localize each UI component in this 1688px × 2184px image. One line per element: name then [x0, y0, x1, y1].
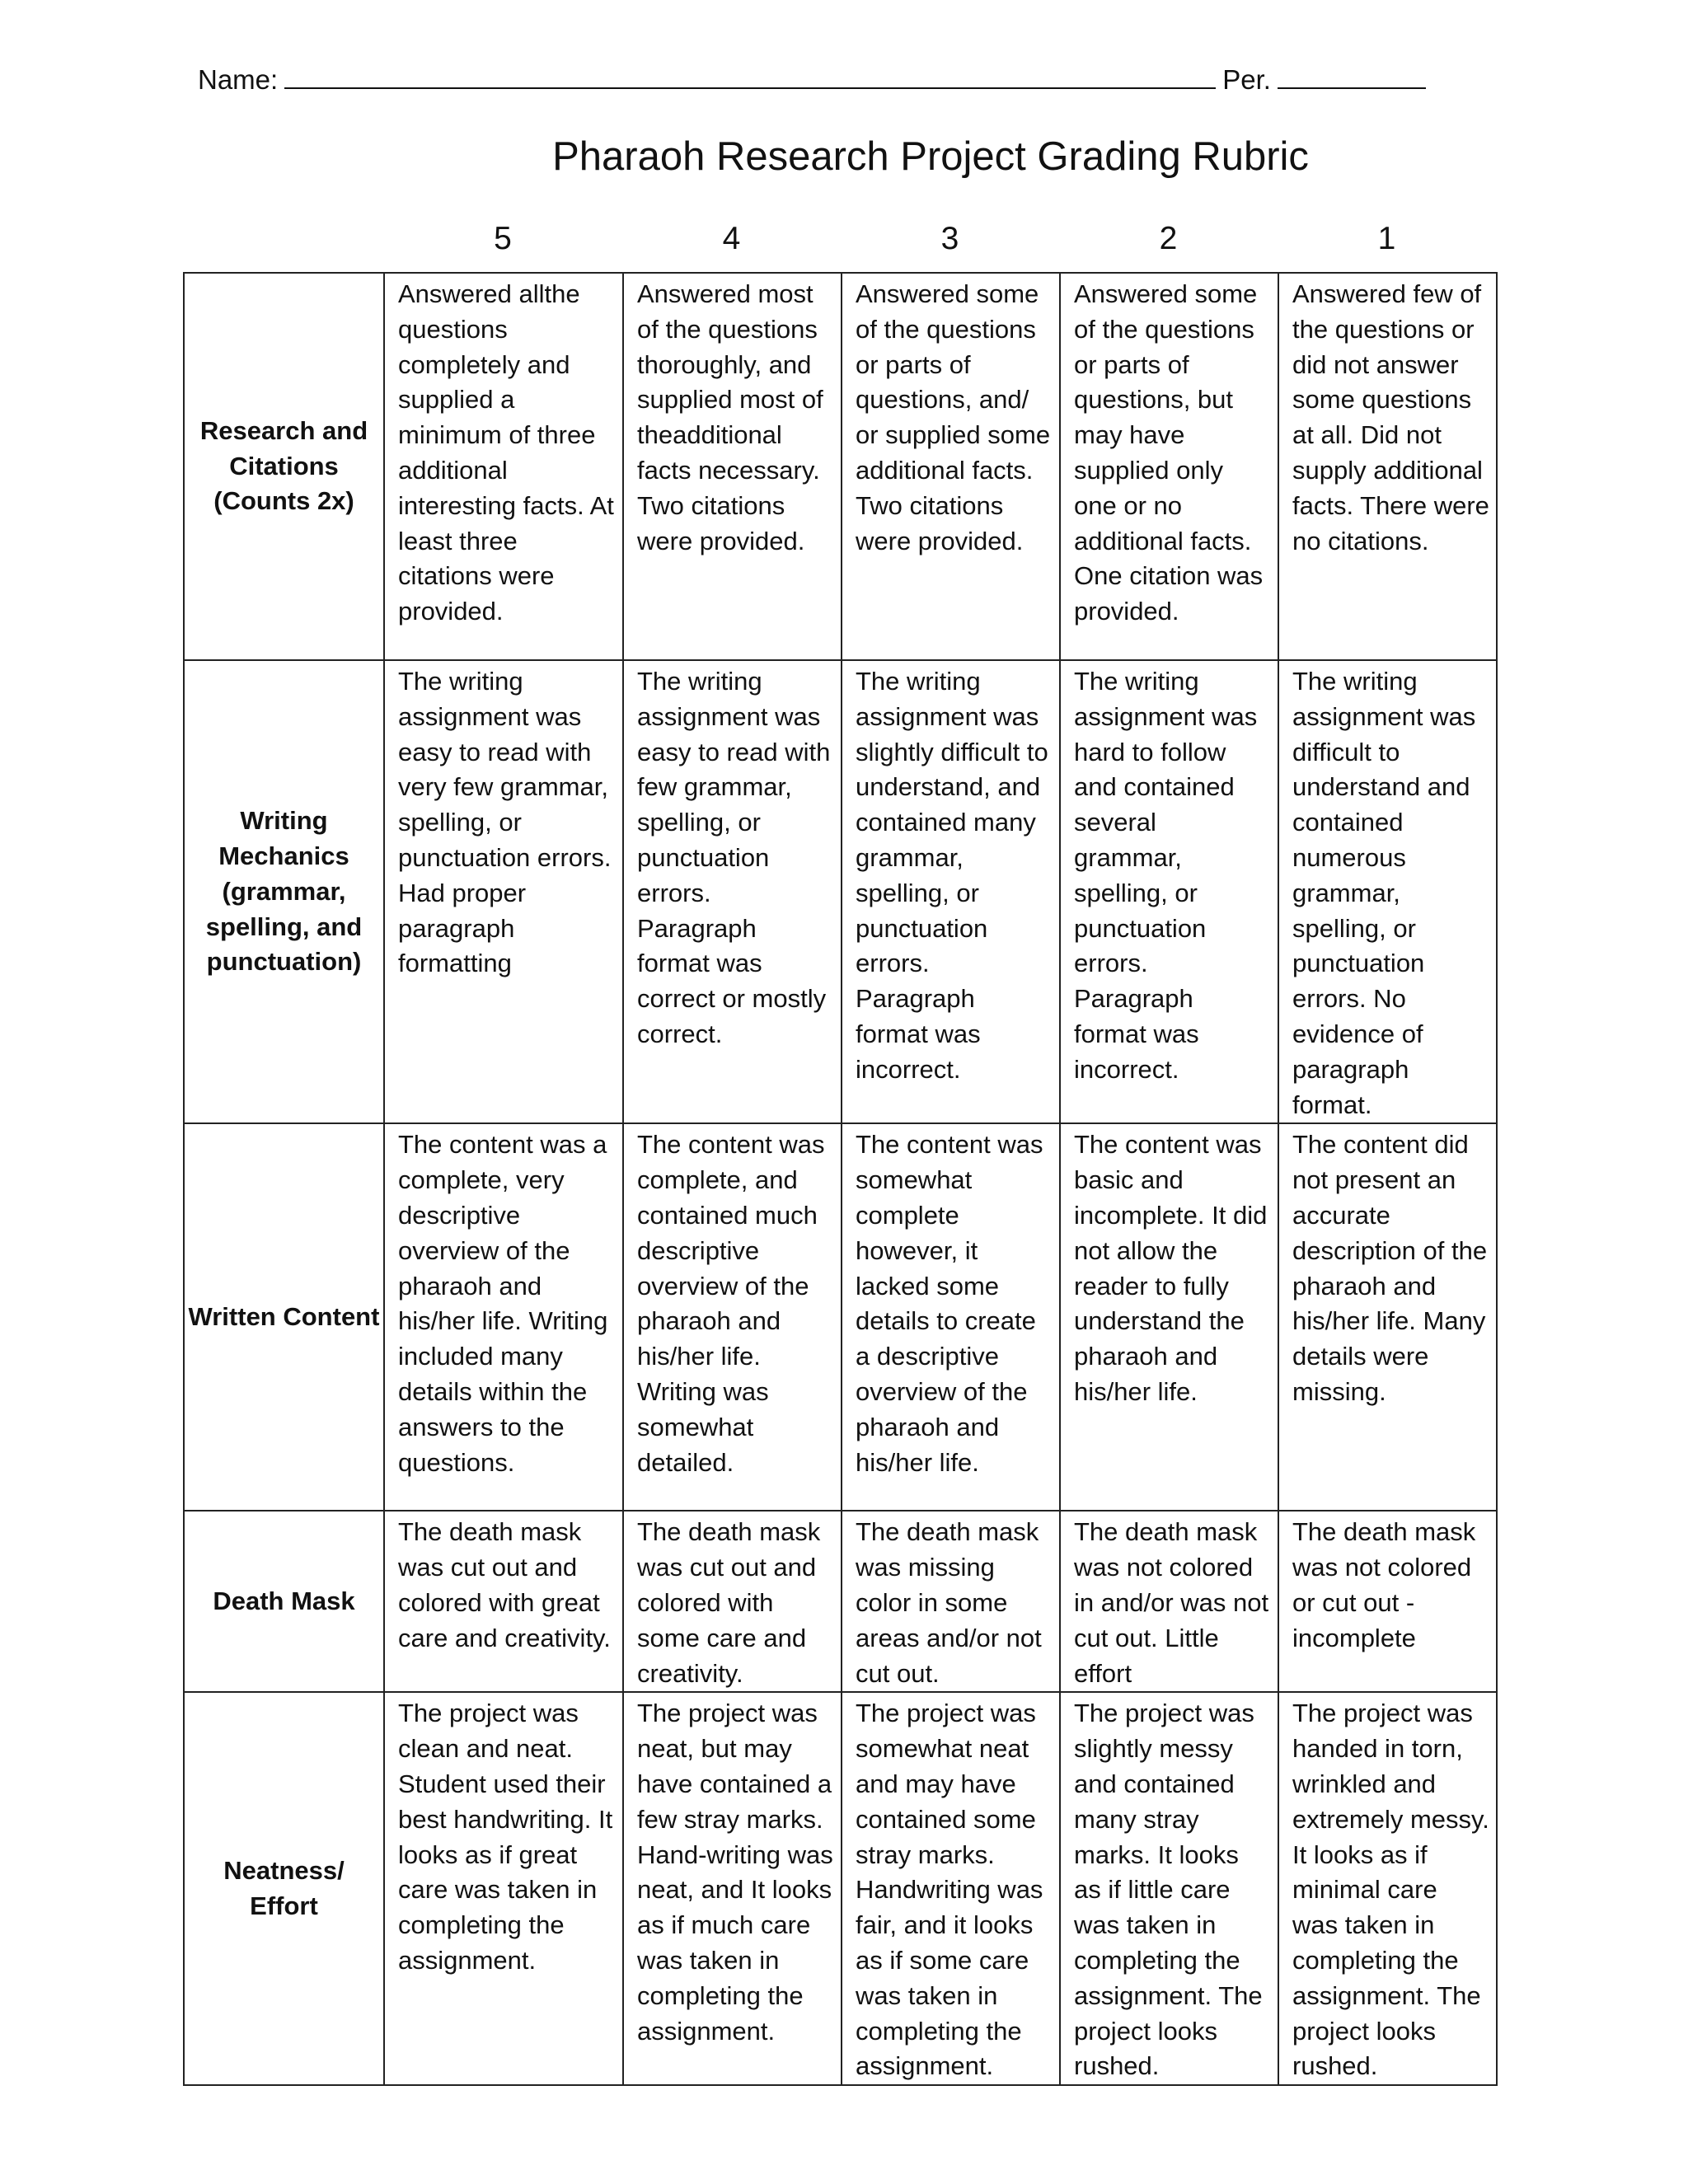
rubric-cell: Answered some of the questions or parts of questions, and/ or supplied some additional facts. Two citations were provided.: [842, 273, 1060, 660]
rubric-cell: Answered allthe questions completely and supplied a minimum of three additional interesting facts. At least three citations were provided.: [384, 273, 623, 660]
score-header-1: 1: [1377, 221, 1396, 256]
rubric-table: [183, 272, 1498, 2086]
rubric-cell: The death mask was missing color in some areas and/or not cut out.: [842, 1511, 1060, 1692]
name-period-line: [198, 58, 1434, 99]
score-header-5: 5: [494, 221, 512, 256]
period-blank-field[interactable]: [1278, 58, 1426, 89]
page-title: Pharaoh Research Project Grading Rubric: [552, 134, 1309, 179]
criterion-label: Death Mask: [184, 1511, 384, 1692]
rubric-row-research: [184, 273, 1497, 660]
rubric-cell: The writing assignment was hard to follow and contained several grammar, spelling, or punctuation errors. Paragraph format was incorrect.: [1060, 660, 1278, 1123]
score-header-3: 3: [940, 221, 959, 256]
rubric-cell: The writing assignment was easy to read with few grammar, spelling, or punctuation errors. Paragraph format was correct or mostly correct.: [623, 660, 842, 1123]
rubric-row-death-mask: [184, 1511, 1497, 1692]
rubric-cell: The content was somewhat complete however, it lacked some details to create a descriptive overview of the pharaoh and his/her life.: [842, 1123, 1060, 1511]
rubric-cell: The project was neat, but may have contained a few stray marks. Hand-writing was neat, and It looks as if much care was taken in completing the assignment.: [623, 1692, 842, 2085]
criterion-label: Research and Citations (Counts 2x): [184, 273, 384, 660]
rubric-cell: The writing assignment was easy to read with very few grammar, spelling, or punctuation errors. Had proper paragraph formatting: [384, 660, 623, 1123]
period-label: Per.: [1222, 64, 1271, 95]
rubric-cell: The content was basic and incomplete. It did not allow the reader to fully understand the pharaoh and his/her life.: [1060, 1123, 1278, 1511]
name-label: Name:: [198, 64, 279, 95]
rubric-cell: The content was a complete, very descriptive overview of the pharaoh and his/her life. Writing included many details within the answers to the questions.: [384, 1123, 623, 1511]
rubric-cell: The project was somewhat neat and may have contained some stray marks. Handwriting was fair, and it looks as if some care was taken in completing the assignment.: [842, 1692, 1060, 2085]
rubric-row-writing-mechanics: [184, 660, 1497, 1123]
rubric-cell: The death mask was cut out and colored with great care and creativity.: [384, 1511, 623, 1692]
criterion-label: Written Content: [184, 1123, 384, 1511]
rubric-cell: The death mask was not colored or cut out - incomplete: [1278, 1511, 1497, 1692]
rubric-cell: The death mask was cut out and colored with some care and creativity.: [623, 1511, 842, 1692]
rubric-cell: The content was complete, and contained much descriptive overview of the pharaoh and his/her life. Writing was somewhat detailed.: [623, 1123, 842, 1511]
rubric-cell: The writing assignment was slightly difficult to understand, and contained many grammar, spelling, or punctuation errors. Paragraph format was incorrect.: [842, 660, 1060, 1123]
score-header-2: 2: [1159, 221, 1178, 256]
rubric-cell: The content did not present an accurate description of the pharaoh and his/her life. Many details were missing.: [1278, 1123, 1497, 1511]
rubric-row-written-content: [184, 1123, 1497, 1511]
rubric-cell: Answered most of the questions thoroughly, and supplied most of theadditional facts necessary. Two citations were provided.: [623, 273, 842, 660]
rubric-cell: Answered few of the questions or did not answer some questions at all. Did not supply additional facts. There were no citations.: [1278, 273, 1497, 660]
rubric-cell: The project was slightly messy and contained many stray marks. It looks as if little care was taken in completing the assignment. The project looks rushed.: [1060, 1692, 1278, 2085]
rubric-cell: The project was handed in torn, wrinkled and extremely messy. It looks as if minimal care was taken in completing the assignment. The project looks rushed.: [1278, 1692, 1497, 2085]
rubric-cell: The writing assignment was difficult to understand and contained numerous grammar, spelling, or punctuation errors. No evidence of paragraph format.: [1278, 660, 1497, 1123]
name-blank-field[interactable]: [284, 58, 1216, 89]
rubric-row-neatness: [184, 1692, 1497, 2085]
score-header-4: 4: [722, 221, 741, 256]
rubric-cell: Answered some of the questions or parts of questions, but may have supplied only one or no additional facts. One citation was provided.: [1060, 273, 1278, 660]
criterion-label: Writing Mechanics (grammar, spelling, and punctuation): [184, 660, 384, 1123]
rubric-cell: The project was clean and neat. Student used their best handwriting. It looks as if great care was taken in completing the assignment.: [384, 1692, 623, 2085]
rubric-cell: The death mask was not colored in and/or was not cut out. Little effort: [1060, 1511, 1278, 1692]
criterion-label: Neatness/ Effort: [184, 1692, 384, 2085]
